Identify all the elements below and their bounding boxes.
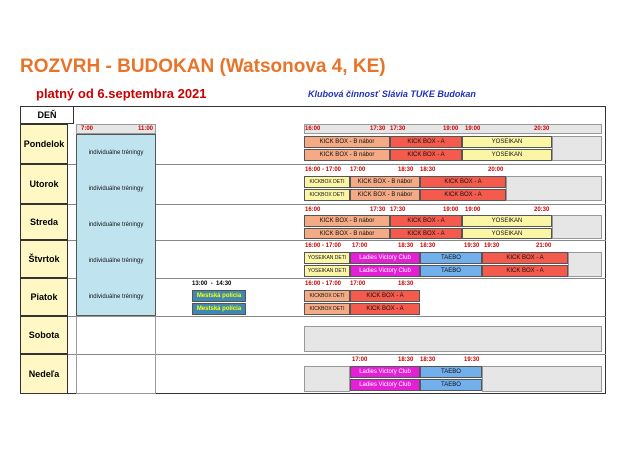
mon-t-1730b: 17:30 — [390, 126, 406, 132]
sun-empty-left — [304, 366, 350, 392]
mon-t-1730: 17:30 — [370, 126, 386, 132]
wed-kick-nabor-2: KICK BOX - B nábor — [304, 228, 390, 239]
time-start: 7:00 — [81, 126, 94, 132]
day-monday: Pondelok — [20, 124, 68, 164]
police-time-start: 13:00 — [192, 281, 208, 287]
tue-t-1830: 18:30 — [398, 167, 414, 173]
sun-taebo-2: TAEBO — [420, 379, 482, 391]
wed-yoseikan-1: YOSEIKAN — [462, 215, 552, 227]
police-time: 13:00 - 14:30 — [192, 281, 232, 287]
thu-taebo-1: TAEBO — [420, 252, 482, 264]
valid-from: platný od 6.septembra 2021 — [36, 86, 207, 101]
wed-yoseikan-2: YOSEIKAN — [462, 228, 552, 239]
tue-t-1600: 16:00 - 17:00 — [305, 167, 342, 173]
fri-kick-a-1: KICK BOX - A — [350, 290, 420, 302]
sun-ladies-1: Ladies Victory Club — [350, 366, 420, 378]
thu-ladies-2: Ladies Victory Club — [350, 265, 420, 277]
mon-t-1600: 16:00 — [305, 126, 321, 132]
sun-empty-right — [482, 366, 602, 392]
mon-kick-nabor-1: KICK BOX - B nábor — [304, 136, 390, 148]
wed-kick-a-2: KICK BOX - A — [390, 228, 462, 239]
tue-kickbox-deti-2: KICKBOX DETI — [304, 189, 350, 201]
mon-t-1900: 19:00 — [443, 126, 459, 132]
day-tuesday: Utorok — [20, 164, 68, 204]
wed-t-2030: 20:30 — [534, 207, 550, 213]
individual-empty-block — [76, 316, 156, 394]
mon-kick-a-2: KICK BOX - A — [390, 149, 462, 161]
individual-label-mon: individuálne tréningy — [88, 150, 144, 156]
mon-kick-nabor-2: KICK BOX - B nábor — [304, 149, 390, 161]
police-time-end: 14:30 — [216, 281, 232, 287]
thu-empty — [568, 252, 602, 277]
thu-t-2100: 21:00 — [536, 243, 552, 249]
mon-t-2030: 20:30 — [534, 126, 550, 132]
mon-kick-a-1: KICK BOX - A — [390, 136, 462, 148]
thu-t-1600: 16:00 - 17:00 — [305, 243, 342, 249]
individual-label-thu: individuálne tréningy — [88, 258, 144, 264]
tue-empty — [506, 176, 602, 201]
club-note: Klubová činnosť Slávia TUKE Budokan — [308, 89, 476, 99]
sun-ladies-2: Ladies Victory Club — [350, 379, 420, 391]
tue-kick-a-2: KICK BOX - A — [420, 189, 506, 201]
thu-yoseikan-deti-2: YOSEIKAN DETI — [304, 265, 350, 277]
mon-empty — [552, 136, 602, 161]
thu-ladies-1: Ladies Victory Club — [350, 252, 420, 264]
tue-t-2000: 20:00 — [488, 167, 504, 173]
individual-label-wed: individuálne tréningy — [88, 222, 144, 228]
wed-t-1900b: 19:00 — [465, 207, 481, 213]
wed-t-1600: 16:00 — [305, 207, 321, 213]
day-thursday: Štvrtok — [20, 240, 68, 278]
wed-t-1730b: 17:30 — [390, 207, 406, 213]
tue-kickbox-deti-1: KICKBOX DETI — [304, 176, 350, 188]
sun-taebo-1: TAEBO — [420, 366, 482, 378]
wed-t-1900: 19:00 — [443, 207, 459, 213]
mon-yoseikan-1: YOSEIKAN — [462, 136, 552, 148]
thu-kick-a-1: KICK BOX - A — [482, 252, 568, 264]
thu-kick-a-2: KICK BOX - A — [482, 265, 568, 277]
thu-taebo-2: TAEBO — [420, 265, 482, 277]
day-sunday: Nedeľa — [20, 354, 68, 394]
day-wednesday: Streda — [20, 204, 68, 240]
wed-t-1730: 17:30 — [370, 207, 386, 213]
tue-t-1700: 17:00 — [350, 167, 366, 173]
sat-empty — [304, 326, 602, 352]
police-cell-2: Mestská polícia — [192, 303, 246, 315]
wed-kick-a-1: KICK BOX - A — [390, 215, 462, 227]
thu-t-1830b: 18:30 — [420, 243, 436, 249]
time-header-individual — [76, 124, 156, 134]
police-cell-1: Mestská polícia — [192, 290, 246, 302]
fri-kickbox-deti-1: KICKBOX DETI — [304, 290, 350, 302]
fri-t-1700: 17:00 — [350, 281, 366, 287]
tue-kick-a-1: KICK BOX - A — [420, 176, 506, 188]
day-header: DEŇ — [20, 106, 74, 124]
individual-training-block — [76, 134, 156, 316]
time-end: 11:00 — [137, 126, 153, 132]
sun-t-1930: 19:30 — [464, 357, 480, 363]
tue-t-1830b: 18:30 — [420, 167, 436, 173]
thu-t-1830: 18:30 — [398, 243, 414, 249]
fri-kick-a-2: KICK BOX - A — [350, 303, 420, 315]
day-saturday: Sobota — [20, 316, 68, 354]
mon-yoseikan-2: YOSEIKAN — [462, 149, 552, 161]
thu-t-1700: 17:00 — [352, 243, 368, 249]
page-title: ROZVRH - BUDOKAN (Watsonova 4, KE) — [20, 56, 386, 77]
fri-t-1830: 18:30 — [398, 281, 414, 287]
wed-empty — [552, 215, 602, 239]
thu-yoseikan-deti-1: YOSEIKAN DETI — [304, 252, 350, 264]
wed-kick-nabor-1: KICK BOX - B nábor — [304, 215, 390, 227]
mon-t-1900b: 19:00 — [465, 126, 481, 132]
individual-label-fri: individuálne tréningy — [88, 294, 144, 300]
tue-kick-nabor-2: KICK BOX - B nábor — [350, 189, 420, 201]
thu-t-1930: 19:30 — [464, 243, 480, 249]
fri-t-1600: 16:00 - 17:00 — [305, 281, 342, 287]
thu-t-1930b: 19:30 — [484, 243, 500, 249]
fri-kickbox-deti-2: KICKBOX DETI — [304, 303, 350, 315]
sun-t-1830: 18:30 — [398, 357, 414, 363]
sun-t-1700: 17:00 — [352, 357, 368, 363]
day-friday: Piatok — [20, 278, 68, 316]
tue-kick-nabor-1: KICK BOX - B nábor — [350, 176, 420, 188]
individual-label-tue: individuálne tréningy — [88, 186, 144, 192]
sun-t-1830b: 18:30 — [420, 357, 436, 363]
